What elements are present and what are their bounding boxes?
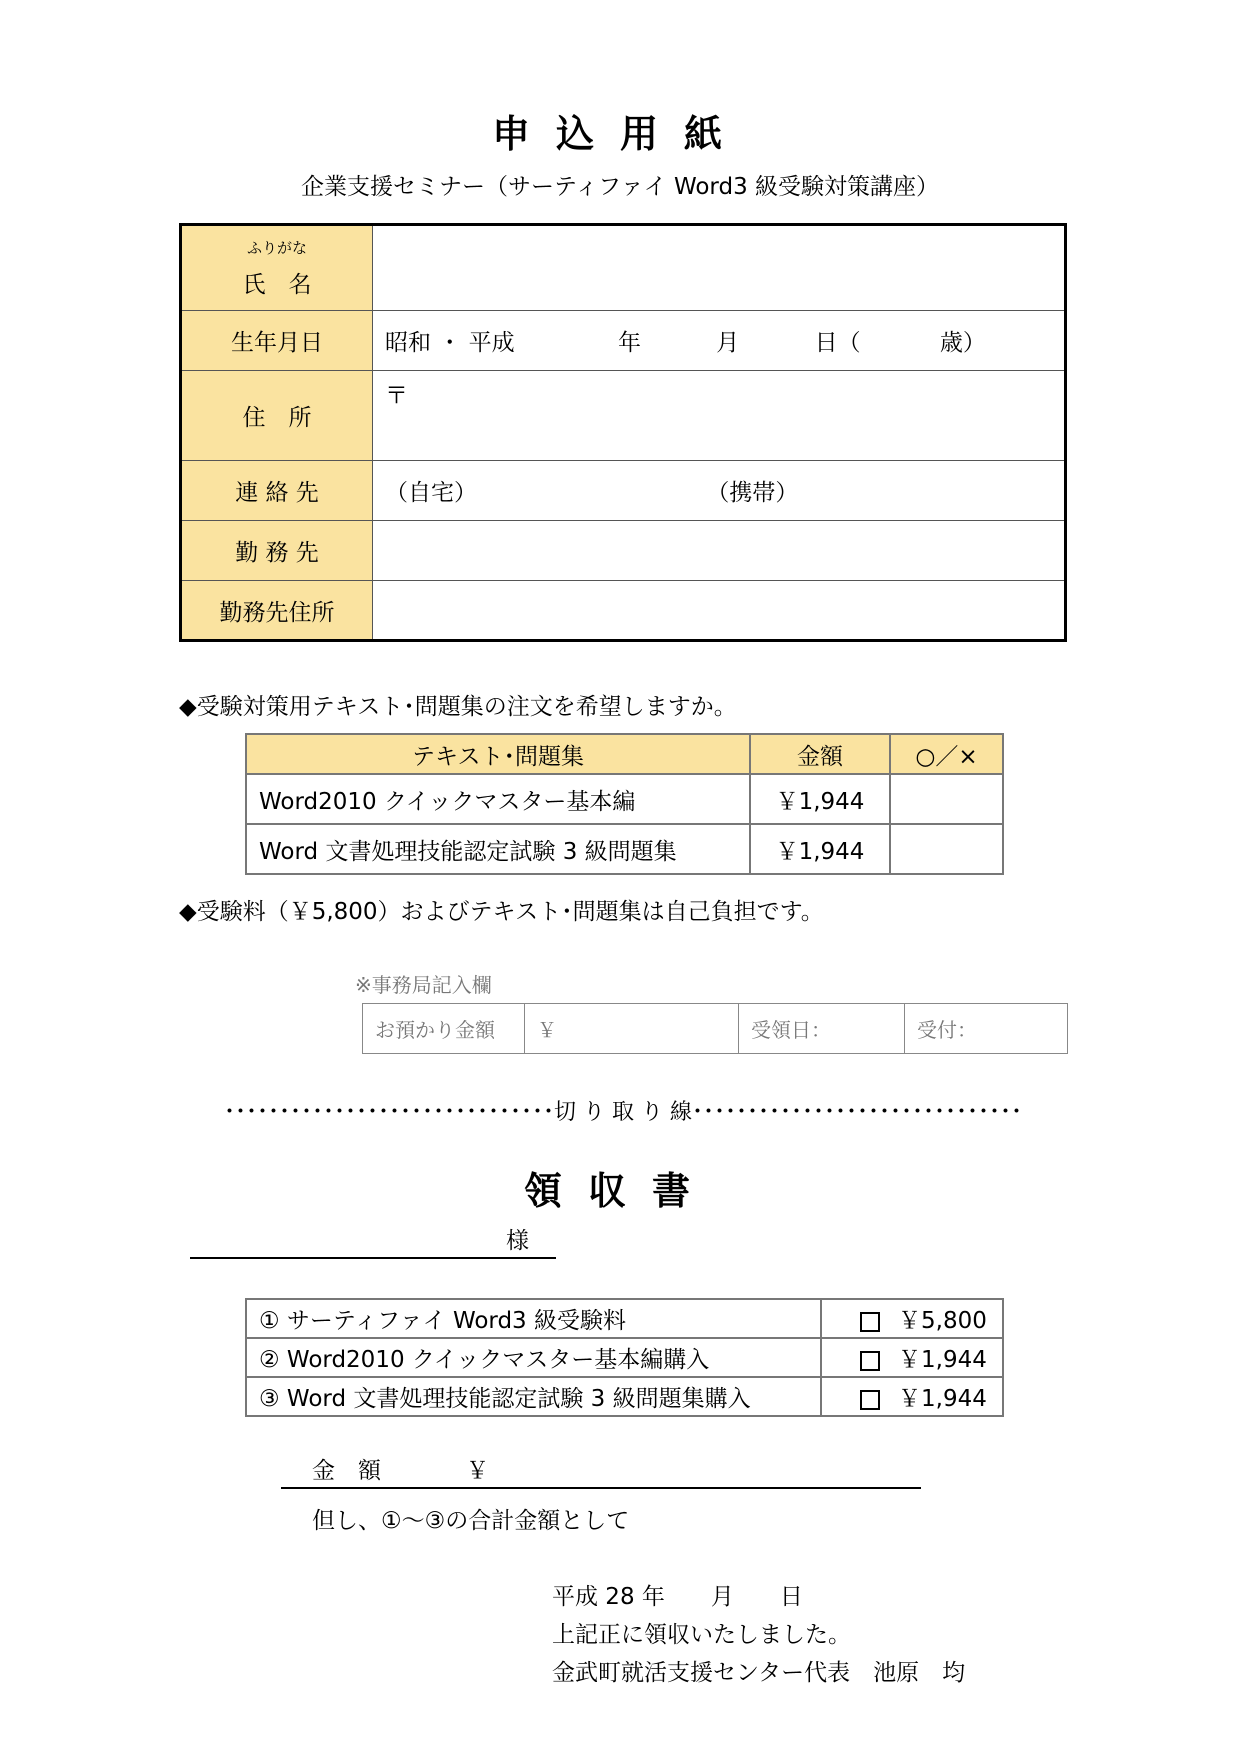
name-field[interactable] [373,225,1066,311]
office-caption: ※事務局記入欄 [355,973,492,997]
order-choice-field[interactable] [890,824,1003,874]
receipt-title: 領収書 [523,1169,716,1213]
page-title: 申込用紙 [491,112,748,156]
office-table [362,1003,1068,1054]
order-price: ￥1,944 [750,774,890,824]
birth-era: 昭和 ・ 平成 [385,330,515,356]
receipt-issuer: 金武町就活支援センター代表 池原 均 [552,1660,966,1686]
application-form [179,223,1067,642]
office-received-date[interactable]: 受領日： [739,1004,905,1054]
amount-yen: ￥ [466,1458,489,1484]
name-label-cell [181,225,373,311]
receipt-item-label: ① サーティファイ Word3 級受験料 [246,1299,821,1338]
receipt-item-label: ③ Word 文書処理技能認定試験 3 級問題集購入 [246,1377,821,1416]
table-row [246,1338,1003,1377]
contact-label: 連 絡 先 [181,461,373,521]
receipt-item-price-cell [821,1299,1003,1338]
work-address-field[interactable] [373,581,1066,641]
work-address-label: 勤務先住所 [181,581,373,641]
receipt-date: 平成 28 年 月 日 [552,1584,803,1610]
receipt-item-price-cell [821,1338,1003,1377]
office-accepted[interactable]: 受付： [905,1004,1068,1054]
receipt-note: 但し、①～③の合計金額として [312,1508,630,1534]
birth-label: 生年月日 [181,311,373,371]
table-row [246,1377,1003,1416]
birth-age: 歳） [939,330,986,356]
page-subtitle: 企業支援セミナー（サーティファイ Word3 級受験対策講座） [300,174,940,200]
birth-day: 日（ [814,330,861,356]
checkbox-icon[interactable] [860,1390,880,1410]
order-header-item: テキスト･問題集 [246,734,750,774]
order-choice-field[interactable] [890,774,1003,824]
amount-label: 金 額 [312,1458,381,1484]
receipt-items-table [245,1298,1004,1417]
office-deposit-label: お預かり金額 [363,1004,525,1054]
order-header-choice: ○／× [890,734,1003,774]
address-field[interactable] [373,371,1066,461]
recipient-name-line[interactable] [190,1257,556,1259]
address-label: 住 所 [181,371,373,461]
receipt-item-price: ￥5,800 [898,1308,987,1334]
table-row [246,824,1003,874]
receipt-sama: 様 [506,1228,529,1254]
receipt-item-label: ② Word2010 クイックマスター基本編購入 [246,1338,821,1377]
checkbox-icon[interactable] [860,1312,880,1332]
order-item: Word2010 クイックマスター基本編 [246,774,750,824]
order-header-price: 金額 [750,734,890,774]
table-row [246,774,1003,824]
checkbox-icon[interactable] [860,1351,880,1371]
order-question: ◆受験対策用テキスト･問題集の注文を希望しますか。 [179,694,737,720]
contact-home: （自宅） [385,480,477,506]
birth-month: 月 [716,330,740,356]
furigana-label: ふりがな [246,239,307,257]
postal-mark: 〒 [385,383,408,409]
receipt-item-price: ￥1,944 [898,1347,987,1373]
amount-line[interactable] [281,1487,921,1489]
contact-field[interactable] [373,461,1066,521]
fee-note: ◆受験料（￥5,800）およびテキスト･問題集は自己負担です。 [179,899,824,925]
birth-year: 年 [617,330,641,356]
office-yen-field[interactable]: ￥ [525,1004,739,1054]
receipt-confirm: 上記正に領収いたしました。 [552,1622,851,1648]
receipt-item-price: ￥1,944 [898,1386,987,1412]
order-price: ￥1,944 [750,824,890,874]
order-item: Word 文書処理技能認定試験 3 級問題集 [246,824,750,874]
contact-mobile: （携帯） [706,480,799,506]
birth-field[interactable] [373,311,1066,371]
work-label: 勤 務 先 [181,521,373,581]
cut-line: ･･････････････････････････････切 り 取 り 線･･････････････････････････････ [224,1100,1022,1125]
receipt-item-price-cell [821,1377,1003,1416]
work-field[interactable] [373,521,1066,581]
name-label: 氏 名 [242,272,312,298]
order-table [245,733,1004,875]
table-row [246,1299,1003,1338]
